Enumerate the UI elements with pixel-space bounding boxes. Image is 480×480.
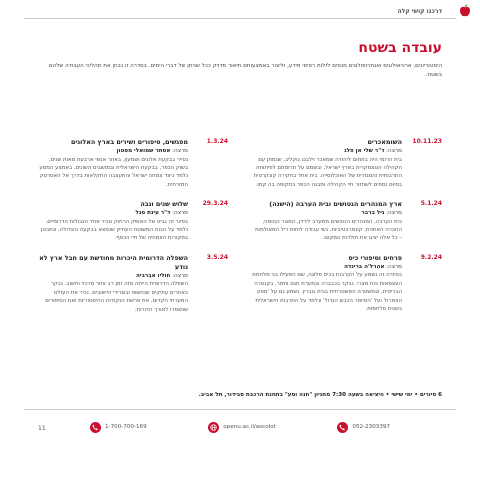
- page-title: עובדה בשטח: [358, 40, 442, 56]
- contact-phone-hotline[interactable]: [90, 422, 147, 433]
- moderator-name: אסתר שמואלי מסטון: [116, 148, 171, 154]
- contact-website[interactable]: [208, 422, 276, 433]
- event-description: נסייר בבקעת אלונים ושמעון. באזור אנשי ארבעת מאות שנים, בשוק הכפר, בבקעת הישראלית ובמושבים השונים. באמצע המסע נלמד כיצד צמחה ישראל והתעצבה החקלאות בדרך אל האסרטק המזרחית.: [39, 156, 188, 188]
- event-title: פרחים וסיפורי כיס: [348, 253, 402, 262]
- event-date: 10.11.23: [412, 138, 442, 145]
- header-title: דרכנו קושי קלה: [397, 8, 442, 15]
- moderator-label: מרצה:: [172, 148, 188, 154]
- events-column-right: [252, 138, 442, 324]
- event-description: בסיור זה נביט אל האופק הרחוק ונכיר אחד הגבולות הדרומיים. נלמד על הכוח המשוטח העתיק שנמצא בבקעה והגדולה, ונתבונן במקורות הצמחיה של חיי הכסף.: [41, 218, 188, 242]
- phone-icon: [337, 422, 348, 433]
- moderator-name: אהרל'ה ברינדה: [344, 263, 385, 270]
- event-description: השפלה הדרומית הייתה מזה זמן רב אזור מרכזי וחשוב. נבקר באתרים עתיקים שנחשפו ובשרידי היישובים. נכיר את העולם המערתי הקדום, את פרשת הנקודות ההיסטוריות ואת הסיפורים שנשמרו לאורך הדורות.: [45, 281, 188, 313]
- event-title: השומאכרים: [367, 138, 402, 146]
- event-entry: [252, 200, 442, 243]
- event-date: 1.3.24: [206, 138, 228, 145]
- event-date: 9.2.24: [420, 253, 442, 261]
- moderator-name: גיל ברבר: [361, 210, 385, 217]
- event-title: שלוש שנים וגבה: [140, 200, 188, 209]
- event-entry: [38, 200, 228, 243]
- phone-icon: [90, 422, 101, 433]
- contact-bar: [90, 420, 390, 434]
- event-entry: [252, 138, 442, 189]
- moderator-name: חוליו אברביה: [135, 272, 171, 279]
- event-title: מפגשים, סיפורים ושירים בארץ האלונים: [70, 138, 188, 146]
- event-entry: [38, 254, 228, 314]
- moderator-name: ד"ר שלי אן פלג: [344, 148, 385, 154]
- contact-text: 052-2303397: [352, 424, 390, 430]
- event-date: 5.1.24: [420, 200, 442, 208]
- moderator-name: ד"ר עינת סגל: [135, 210, 171, 217]
- event-moderator: [252, 147, 402, 156]
- page-intro: היסטוריונים, ארכיאולוגים ואנתרופולוגים מנסים לזלות רסיסי מידע, וליצור באמצעותם תיאור מדויק ככל שניתן של דברי הימים. בסדרה זו נבחן את תהליכי העבודה שלהם בשטח.: [48, 63, 442, 78]
- moderator-label: מרצה:: [172, 210, 188, 217]
- moderator-label: מרצה:: [386, 263, 402, 270]
- event-moderator: [38, 209, 188, 218]
- moderator-label: מרצה:: [172, 272, 188, 279]
- event-entry: [38, 138, 228, 189]
- tour-schedule-note: 6 סיורים • ימי שישי • היציאה בשעה 7:30 מחניון "חנה וסע" בתחנת הרכבת סבידור, תל אביב.: [198, 392, 442, 398]
- event-description: בסיורה זה נשמע על הקרבות בכיס פלוגה, שם הפעילו בני מלחמת העצמאות כוח מצרי. נבקר בכבברה ובמערת תגם ותמר, בקנטרה הבריטית, ובמשטרה המשטרתית בבית גוברין. נשמע גם על 'מסע הצמרת' ועל 'הסיפור הכבש הגדול' ונלמד על התרבות הישראלית בשנות מלחמות.: [252, 272, 402, 312]
- moderator-label: מרצה:: [386, 210, 402, 217]
- event-moderator: [252, 263, 402, 272]
- apple-logo-icon: [458, 4, 472, 18]
- event-description: בית הערבה, המנהרים הנטושים ממערב לירדן, המגור ההומני, החברה האתנית, קונסרבטיביות. נשי עבודה לוחות ריל המאולמות – כל אלה יציגו את תולדות המקום.: [255, 218, 402, 242]
- event-moderator: [252, 209, 402, 218]
- events-column-left: [38, 138, 228, 325]
- header-divider: [24, 18, 456, 19]
- footer-divider: [24, 409, 456, 410]
- event-moderator: [38, 272, 188, 281]
- page-number: 11: [38, 425, 46, 432]
- event-entry: [252, 254, 442, 314]
- contact-text: openu.ac.il/ascolot: [223, 424, 276, 430]
- contact-phone-mobile[interactable]: [337, 422, 390, 433]
- event-moderator: [38, 147, 188, 156]
- event-title: השפלה הדרומית היכרות מחודשת עם חבל ארץ לא נודע: [39, 253, 188, 271]
- event-date: 29.3.24: [202, 200, 228, 208]
- moderator-label: מרצה:: [386, 148, 402, 154]
- globe-icon: [208, 422, 219, 433]
- event-description: בית הרומי היה בתחום ליהודה שמאכר וילבנג נוקליב, שנמתן עם הקהילה הנוצמקרית בארץ ישראל, ובשמם על תרומתם לפיתוחה התרבותית והמגזרית של האוכלוסייה. בית אחד בחקירה קונקרטית בסיום נספים לשחזור חיי הקהילה ומבנה הכפר בתקופה בה קמו.: [253, 156, 402, 188]
- event-date: 3.5.24: [206, 253, 228, 261]
- event-title: ארץ המנהרים הנטושים ובית הערבה (הישנה): [269, 200, 402, 209]
- contact-text: 1-700-700-169: [105, 424, 147, 430]
